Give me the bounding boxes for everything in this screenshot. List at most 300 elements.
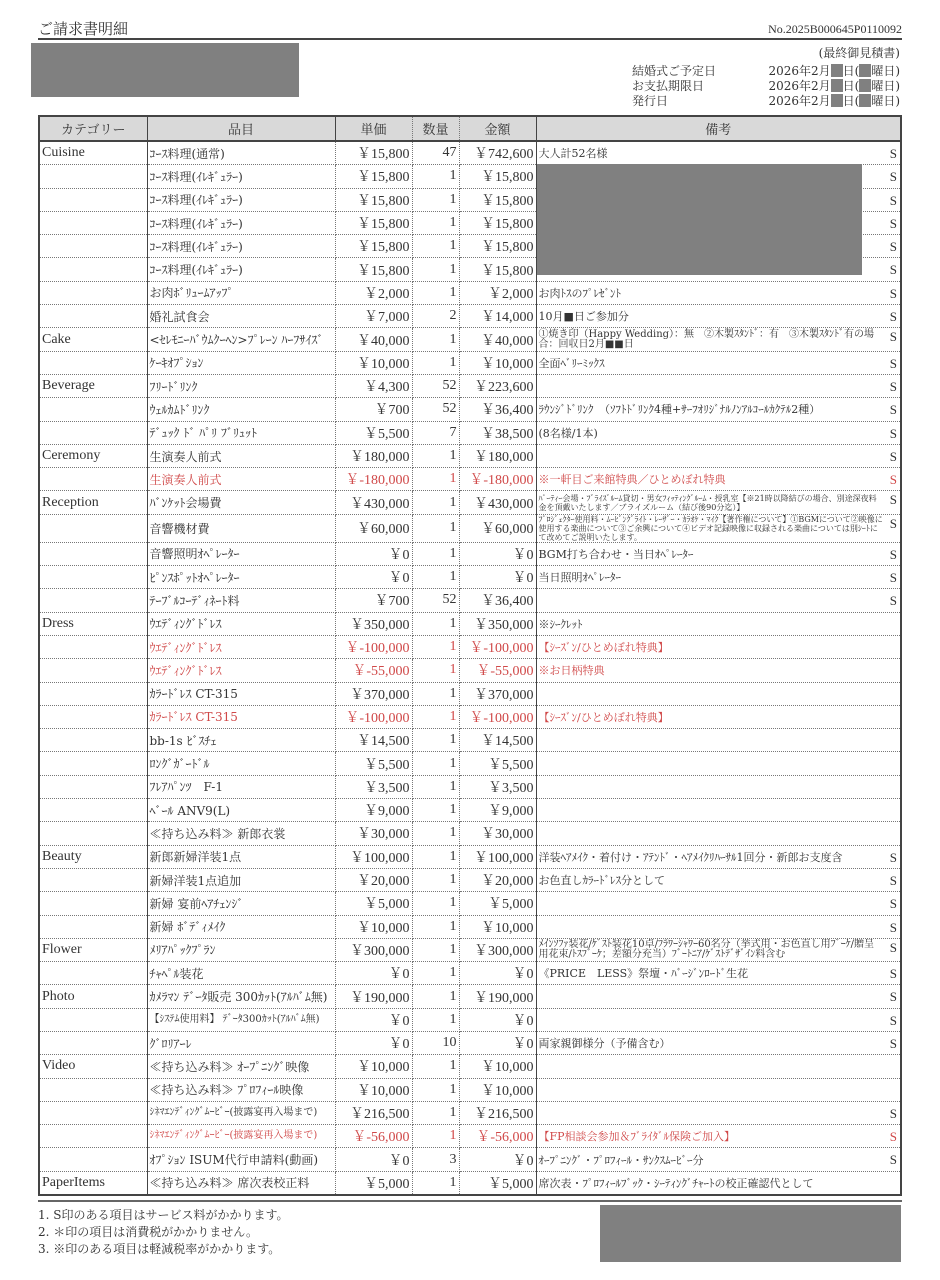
service-charge-mark: S bbox=[889, 262, 897, 278]
item-cell-text: ﾛﾝｸﾞｶﾞｰﾄﾞﾙ bbox=[149, 757, 210, 772]
quantity-cell-text: 52 bbox=[442, 592, 457, 608]
amount-cell-text: ￥5,500 bbox=[488, 757, 534, 773]
service-charge-mark: S bbox=[889, 215, 897, 231]
quantity-cell-text: 1 bbox=[449, 965, 457, 981]
quantity-cell bbox=[412, 822, 459, 845]
amount-cell bbox=[459, 822, 536, 845]
notes-cell-text: 大人計52名様 bbox=[538, 147, 608, 161]
unit-price-cell-text: ￥5,000 bbox=[364, 897, 410, 913]
item-cell bbox=[147, 351, 335, 374]
unit-price-cell bbox=[335, 985, 412, 1008]
service-charge-mark: S bbox=[889, 1035, 897, 1051]
amount-cell bbox=[459, 938, 536, 961]
category-cell bbox=[39, 491, 147, 514]
amount-cell bbox=[459, 514, 536, 542]
category-cell bbox=[39, 915, 147, 938]
quantity-cell bbox=[412, 775, 459, 798]
item-cell-text: お肉ﾎﾞﾘｭｰﾑｱｯﾌﾟ bbox=[149, 286, 234, 301]
table-row bbox=[39, 938, 901, 961]
service-charge-mark: S bbox=[889, 849, 897, 865]
unit-price-cell-text: ￥10,000 bbox=[357, 1060, 410, 1076]
unit-price-cell bbox=[335, 775, 412, 798]
item-cell bbox=[147, 398, 335, 421]
category-cell bbox=[39, 1101, 147, 1124]
quantity-cell-text: 1 bbox=[449, 778, 457, 794]
amount-cell bbox=[459, 1055, 536, 1078]
date-row-issued bbox=[632, 94, 900, 109]
date-prefix: 2026年2月 bbox=[768, 94, 831, 108]
quantity-cell bbox=[412, 398, 459, 421]
quantity-cell-text: 1 bbox=[449, 168, 457, 184]
item-cell bbox=[147, 542, 335, 565]
notes-cell-text: ﾌﾟﾛｼﾞｪｸﾀｰ使用料・ﾑｰﾋﾞﾝｸﾞﾗｲﾄ・ﾚｰｻﾞｰ・ｶﾗｵｹ・ﾏｲｸ【著作権について】①BGMについて②映像に使用する楽曲について③ご余興について④ビデオ記録映像に収録される楽曲については別ｼｰﾄにて改めてご説明いたします。 bbox=[538, 514, 883, 542]
category-cell bbox=[39, 188, 147, 211]
redacted-weekday bbox=[859, 94, 871, 107]
item-cell-text: ﾌﾚｱﾊﾟﾝﾂ F-1 bbox=[149, 780, 223, 795]
amount-cell-text: ￥15,800 bbox=[481, 263, 534, 279]
date-label: お支払期限日 bbox=[632, 79, 705, 93]
category-cell bbox=[39, 729, 147, 752]
quantity-cell bbox=[412, 374, 459, 397]
category-cell bbox=[39, 328, 147, 351]
service-charge-mark: S bbox=[889, 546, 897, 562]
service-charge-mark: S bbox=[889, 472, 897, 488]
notes-cell-text: 【ｼｰｽﾞﾝ/ひとめぼれ特典】 bbox=[538, 641, 669, 655]
notes-cell bbox=[536, 612, 901, 635]
redacted-day bbox=[831, 79, 843, 92]
quantity-cell bbox=[412, 258, 459, 281]
amount-cell bbox=[459, 468, 536, 491]
footnote: 3. ※印のある項目は軽減税率がかかります。 bbox=[38, 1242, 281, 1256]
quantity-cell-text: 1 bbox=[449, 261, 457, 277]
date-week-suffix: 曜日) bbox=[871, 64, 900, 78]
date-block bbox=[632, 64, 900, 109]
item-cell-text: ｺｰｽ料理(ｲﾚｷﾞｭﾗｰ) bbox=[149, 193, 243, 208]
notes-cell bbox=[536, 1125, 901, 1148]
quantity-cell bbox=[412, 752, 459, 775]
category-cell bbox=[39, 374, 147, 397]
item-cell-text: bb-1s ﾋﾞｽﾁｪ bbox=[149, 733, 217, 748]
notes-cell bbox=[536, 328, 901, 351]
amount-cell bbox=[459, 374, 536, 397]
item-cell bbox=[147, 962, 335, 985]
unit-price-cell-text: ￥180,000 bbox=[350, 450, 410, 465]
quantity-cell bbox=[412, 141, 459, 165]
quantity-cell-text: 1 bbox=[449, 755, 457, 771]
quantity-cell bbox=[412, 1171, 459, 1195]
category-cell bbox=[39, 211, 147, 234]
amount-cell-text: ￥20,000 bbox=[481, 874, 534, 890]
notes-cell bbox=[536, 351, 901, 374]
item-cell-text: ｶﾗｰﾄﾞﾚｽ CT-315 bbox=[149, 710, 238, 725]
table-row bbox=[39, 566, 901, 589]
col-unit-price: 単価 bbox=[335, 116, 412, 141]
unit-price-cell-text: ￥5,500 bbox=[364, 757, 410, 773]
notes-cell bbox=[536, 421, 901, 444]
unit-price-cell bbox=[335, 514, 412, 542]
item-cell-text: ≪持ち込み料≫ 席次表校正料 bbox=[149, 1176, 310, 1191]
category-cell bbox=[39, 892, 147, 915]
table-row bbox=[39, 542, 901, 565]
table-row bbox=[39, 729, 901, 752]
amount-cell-text: ￥5,000 bbox=[488, 1176, 534, 1192]
item-cell-text: ｳｪﾙｶﾑﾄﾞﾘﾝｸ bbox=[149, 402, 210, 417]
quantity-cell-text: 1 bbox=[449, 872, 457, 888]
unit-price-cell bbox=[335, 589, 412, 612]
notes-cell bbox=[536, 1078, 901, 1101]
item-cell-text: ｹｰｷｵﾌﾟｼｮﾝ bbox=[149, 356, 204, 371]
item-cell bbox=[147, 491, 335, 514]
unit-price-cell-text: ￥370,000 bbox=[350, 687, 410, 703]
quantity-cell-text: 1 bbox=[449, 471, 457, 487]
quantity-cell-text: 1 bbox=[449, 895, 457, 911]
notes-cell-text: 当日照明ｵﾍﾟﾚｰﾀｰ bbox=[538, 571, 621, 585]
item-cell bbox=[147, 1101, 335, 1124]
unit-price-cell-text: ￥10,000 bbox=[357, 1083, 410, 1099]
category-cell bbox=[39, 659, 147, 682]
unit-price-cell-text: ￥0 bbox=[388, 547, 410, 563]
unit-price-cell bbox=[335, 235, 412, 258]
quantity-cell-text: 1 bbox=[449, 354, 457, 370]
date-day-suffix: 日( bbox=[842, 79, 860, 93]
unit-price-cell bbox=[335, 165, 412, 188]
item-cell bbox=[147, 892, 335, 915]
category-cell bbox=[39, 141, 147, 165]
item-cell bbox=[147, 775, 335, 798]
amount-cell-text: ￥5,000 bbox=[488, 897, 534, 913]
amount-cell bbox=[459, 1008, 536, 1031]
item-cell-text: ｸﾞﾛﾘｱｰﾚ bbox=[149, 1036, 192, 1051]
amount-cell bbox=[459, 421, 536, 444]
notes-cell-text: 全面ﾍﾞﾘｰﾐｯｸｽ bbox=[538, 356, 605, 370]
item-cell bbox=[147, 589, 335, 612]
quantity-cell-text: 1 bbox=[449, 848, 457, 864]
item-cell-text: ﾊﾞﾝｹｯﾄ会場費 bbox=[149, 496, 222, 511]
table-row bbox=[39, 328, 901, 351]
unit-price-cell-text: ￥700 bbox=[374, 403, 410, 419]
table-row bbox=[39, 962, 901, 985]
notes-cell-text: ①焼き印（Happy Wedding）：無 ②木製ｽﾀﾝﾄﾞ：有 ③木製ｽﾀﾝﾄﾞ有の場合：回収日2月■■日 bbox=[538, 328, 875, 350]
notes-cell-text: お肉ﾄｽのﾌﾟﾚｾﾞﾝﾄ bbox=[538, 286, 621, 300]
amount-cell-text: ￥60,000 bbox=[481, 522, 534, 538]
item-cell bbox=[147, 938, 335, 961]
amount-cell-text: ￥9,000 bbox=[488, 804, 534, 820]
unit-price-cell bbox=[335, 729, 412, 752]
unit-price-cell bbox=[335, 188, 412, 211]
quantity-cell bbox=[412, 514, 459, 542]
item-cell bbox=[147, 281, 335, 304]
quantity-cell-text: 1 bbox=[449, 448, 457, 463]
quantity-cell bbox=[412, 705, 459, 728]
quantity-cell-text: 1 bbox=[449, 918, 457, 934]
amount-cell-text: ￥36,400 bbox=[481, 594, 534, 610]
notes-cell bbox=[536, 305, 901, 328]
unit-price-cell-text: ￥9,000 bbox=[364, 804, 410, 820]
item-cell bbox=[147, 1171, 335, 1195]
notes-cell-text: (8名様/1本) bbox=[538, 426, 598, 440]
amount-cell bbox=[459, 188, 536, 211]
notes-cell-text: 洋装ﾍｱﾒｲｸ・着付け・ｱﾃﾝﾄﾞ・ﾍｱﾒｲｸﾘﾊｰｻﾙ1回分・新郎お支度含 bbox=[538, 850, 843, 864]
table-row bbox=[39, 468, 901, 491]
category-cell bbox=[39, 258, 147, 281]
category-cell bbox=[39, 845, 147, 868]
amount-cell bbox=[459, 705, 536, 728]
service-charge-mark: S bbox=[889, 355, 897, 371]
service-charge-mark: S bbox=[889, 919, 897, 935]
category-cell bbox=[39, 1125, 147, 1148]
amount-cell-text: ￥0 bbox=[512, 967, 534, 983]
quantity-cell-text: 1 bbox=[449, 238, 457, 254]
service-charge-mark: S bbox=[889, 448, 897, 464]
quantity-cell bbox=[412, 165, 459, 188]
redacted-day bbox=[831, 94, 843, 107]
unit-price-cell-text: ￥10,000 bbox=[357, 920, 410, 936]
category-cell bbox=[39, 705, 147, 728]
quantity-cell-text: 52 bbox=[442, 378, 457, 394]
service-charge-mark: S bbox=[889, 239, 897, 255]
redacted-recipient bbox=[31, 43, 299, 97]
table-row bbox=[39, 491, 901, 514]
service-charge-mark: S bbox=[889, 169, 897, 185]
amount-cell bbox=[459, 235, 536, 258]
quantity-cell bbox=[412, 1148, 459, 1171]
category-cell bbox=[39, 235, 147, 258]
item-cell-text: 新婦 ﾎﾞﾃﾞｨﾒｲｸ bbox=[149, 920, 226, 935]
notes-cell bbox=[536, 141, 901, 165]
unit-price-cell bbox=[335, 868, 412, 891]
unit-price-cell-text: ￥0 bbox=[388, 571, 410, 587]
amount-cell-text: ￥3,500 bbox=[488, 780, 534, 796]
amount-cell bbox=[459, 1101, 536, 1124]
unit-price-cell bbox=[335, 1125, 412, 1148]
amount-cell bbox=[459, 351, 536, 374]
date-label: 発行日 bbox=[632, 94, 669, 108]
amount-cell bbox=[459, 1171, 536, 1195]
category-cell-text: Cake bbox=[42, 331, 71, 347]
category-cell bbox=[39, 938, 147, 961]
category-cell-text: Dress bbox=[42, 615, 74, 631]
amount-cell-text: ￥216,500 bbox=[474, 1107, 534, 1123]
category-cell bbox=[39, 566, 147, 589]
quantity-cell-text: 1 bbox=[449, 708, 457, 724]
item-cell-text: ﾌﾘｰﾄﾞﾘﾝｸ bbox=[149, 379, 198, 394]
item-cell-text: ｺｰｽ料理(ｲﾚｷﾞｭﾗｰ) bbox=[149, 216, 243, 231]
service-charge-mark: S bbox=[889, 378, 897, 394]
service-charge-mark: S bbox=[889, 1129, 897, 1145]
item-cell-text: 新婦 宴前ﾍｱﾁｪﾝｼﾞ bbox=[149, 896, 244, 911]
quantity-cell bbox=[412, 1101, 459, 1124]
notes-cell bbox=[536, 281, 901, 304]
redacted-notes bbox=[537, 164, 862, 275]
notes-cell-text: ﾗｳﾝｼﾞﾄﾞﾘﾝｸ （ｿﾌﾄﾄﾞﾘﾝｸ4種+ｻｰﾌｵﾘｼﾞﾅﾙﾉﾝｱﾙｺｰﾙｶｸﾃﾙ2種） bbox=[538, 403, 821, 417]
quantity-cell-text: 3 bbox=[449, 1151, 457, 1167]
quantity-cell-text: 1 bbox=[449, 639, 457, 655]
redacted-stamp-area bbox=[600, 1205, 901, 1262]
unit-price-cell-text: ￥15,800 bbox=[357, 170, 410, 186]
table-row bbox=[39, 799, 901, 822]
col-quantity: 数量 bbox=[412, 116, 459, 141]
unit-price-cell bbox=[335, 351, 412, 374]
quantity-cell-text: 1 bbox=[449, 685, 457, 701]
amount-cell bbox=[459, 612, 536, 635]
amount-cell-text: ￥300,000 bbox=[474, 943, 534, 959]
quantity-cell bbox=[412, 682, 459, 705]
unit-price-cell-text: ￥430,000 bbox=[350, 496, 410, 512]
item-cell bbox=[147, 845, 335, 868]
unit-price-cell-text: ￥0 bbox=[388, 1153, 410, 1169]
quantity-cell-text: 1 bbox=[449, 494, 457, 510]
item-cell-text: ｳｴﾃﾞｨﾝｸﾞﾄﾞﾚｽ bbox=[149, 617, 222, 632]
unit-price-cell bbox=[335, 328, 412, 351]
quantity-cell-text: 1 bbox=[449, 732, 457, 748]
amount-cell-text: ￥-55,000 bbox=[476, 664, 534, 680]
unit-price-cell bbox=[335, 1031, 412, 1054]
service-charge-mark: S bbox=[889, 593, 897, 609]
amount-cell bbox=[459, 1031, 536, 1054]
item-cell bbox=[147, 822, 335, 845]
item-cell bbox=[147, 682, 335, 705]
title-divider bbox=[38, 38, 902, 40]
table-row bbox=[39, 635, 901, 658]
quantity-cell-text: 1 bbox=[449, 284, 457, 300]
table-row bbox=[39, 421, 901, 444]
item-cell bbox=[147, 1031, 335, 1054]
unit-price-cell-text: ￥5,500 bbox=[364, 426, 410, 442]
category-cell bbox=[39, 542, 147, 565]
category-cell bbox=[39, 985, 147, 1008]
amount-cell bbox=[459, 845, 536, 868]
table-row bbox=[39, 1078, 901, 1101]
amount-cell bbox=[459, 328, 536, 351]
service-charge-mark: S bbox=[889, 989, 897, 1005]
quantity-cell bbox=[412, 985, 459, 1008]
amount-cell-text: ￥350,000 bbox=[474, 617, 534, 633]
category-cell bbox=[39, 822, 147, 845]
item-cell-text: ｶﾒﾗﾏﾝ ﾃﾞｰﾀ販売 300ｶｯﾄ(ｱﾙﾊﾞﾑ無) bbox=[149, 990, 328, 1005]
item-cell bbox=[147, 752, 335, 775]
quantity-cell-text: 1 bbox=[449, 825, 457, 841]
quantity-cell bbox=[412, 915, 459, 938]
notes-cell bbox=[536, 1148, 901, 1171]
unit-price-cell-text: ￥0 bbox=[388, 1013, 410, 1029]
amount-cell bbox=[459, 799, 536, 822]
amount-cell bbox=[459, 566, 536, 589]
table-row bbox=[39, 915, 901, 938]
amount-cell-text: ￥0 bbox=[512, 1013, 534, 1029]
col-amount: 金額 bbox=[459, 116, 536, 141]
notes-cell bbox=[536, 491, 901, 514]
amount-cell bbox=[459, 868, 536, 891]
notes-cell-text: 両家親御様分（予備含む） bbox=[538, 1037, 671, 1051]
category-cell bbox=[39, 281, 147, 304]
amount-cell-text: ￥2,000 bbox=[488, 286, 534, 302]
document-kind: (最終御見積書) bbox=[818, 46, 900, 60]
notes-cell bbox=[536, 845, 901, 868]
quantity-cell bbox=[412, 799, 459, 822]
notes-cell-text: お色直しｶﾗｰﾄﾞﾚｽ分として bbox=[538, 874, 665, 888]
table-row bbox=[39, 1148, 901, 1171]
table-row bbox=[39, 775, 901, 798]
category-cell bbox=[39, 589, 147, 612]
item-cell bbox=[147, 985, 335, 1008]
quantity-cell bbox=[412, 868, 459, 891]
service-charge-mark: S bbox=[889, 1012, 897, 1028]
quantity-cell-text: 1 bbox=[449, 988, 457, 1004]
amount-cell-text: ￥10,000 bbox=[481, 356, 534, 372]
table-row bbox=[39, 612, 901, 635]
amount-cell bbox=[459, 542, 536, 565]
category-cell-text: Cuisine bbox=[42, 145, 85, 161]
table-row bbox=[39, 398, 901, 421]
item-cell-text: ｼﾈﾏｴﾝﾃﾞｨﾝｸﾞﾑｰﾋﾞｰ(披露宴再入場まで) bbox=[149, 1107, 318, 1119]
item-cell bbox=[147, 328, 335, 351]
table-row bbox=[39, 514, 901, 542]
quantity-cell bbox=[412, 305, 459, 328]
item-cell-text: ≪持ち込み料≫ ﾌﾟﾛﾌｨｰﾙ映像 bbox=[149, 1083, 304, 1098]
notes-cell-text: ※ｼｰｸﾚｯﾄ bbox=[538, 617, 583, 631]
quantity-cell bbox=[412, 491, 459, 514]
amount-cell-text: ￥0 bbox=[512, 547, 534, 563]
redacted-weekday bbox=[859, 64, 871, 77]
category-cell bbox=[39, 444, 147, 467]
item-cell-text: ｼﾈﾏｴﾝﾃﾞｨﾝｸﾞﾑｰﾋﾞｰ(披露宴再入場まで) bbox=[149, 1130, 318, 1142]
amount-cell-text: ￥36,400 bbox=[481, 403, 534, 419]
unit-price-cell bbox=[335, 258, 412, 281]
service-charge-mark: S bbox=[889, 570, 897, 586]
amount-cell-text: ￥15,800 bbox=[481, 217, 534, 233]
quantity-cell bbox=[412, 444, 459, 467]
amount-cell-text: ￥742,600 bbox=[474, 147, 534, 163]
unit-price-cell bbox=[335, 635, 412, 658]
quantity-cell-text: 1 bbox=[449, 1081, 457, 1097]
document-number: No.2025B000645P0110092 bbox=[768, 22, 902, 36]
unit-price-cell bbox=[335, 444, 412, 467]
date-week-suffix: 曜日) bbox=[871, 79, 900, 93]
amount-cell-text: ￥15,800 bbox=[481, 240, 534, 256]
notes-cell-text: ※一軒目ご来館特典／ひとめぼれ特典 bbox=[538, 473, 726, 487]
item-cell-text: ｺｰｽ料理(通常) bbox=[149, 146, 225, 161]
notes-cell bbox=[536, 589, 901, 612]
quantity-cell bbox=[412, 962, 459, 985]
item-cell bbox=[147, 235, 335, 258]
category-cell bbox=[39, 165, 147, 188]
item-cell bbox=[147, 705, 335, 728]
category-cell bbox=[39, 962, 147, 985]
quantity-cell-text: 1 bbox=[449, 191, 457, 207]
quantity-cell bbox=[412, 589, 459, 612]
category-cell-text: Flower bbox=[42, 941, 82, 957]
amount-cell-text: ￥40,000 bbox=[481, 333, 534, 349]
service-charge-mark: S bbox=[889, 425, 897, 441]
category-cell bbox=[39, 1031, 147, 1054]
unit-price-cell bbox=[335, 421, 412, 444]
notes-cell-text: 《PRICE LESS》祭壇・ﾊﾞｰｼﾞﾝﾛｰﾄﾞ生花 bbox=[538, 967, 749, 981]
amount-cell-text: ￥190,000 bbox=[474, 990, 534, 1006]
amount-cell-text: ￥100,000 bbox=[474, 850, 534, 866]
notes-cell bbox=[536, 775, 901, 798]
unit-price-cell-text: ￥2,000 bbox=[364, 286, 410, 302]
unit-price-cell-text: ￥4,300 bbox=[364, 380, 410, 396]
amount-cell bbox=[459, 1125, 536, 1148]
category-cell-text: Reception bbox=[42, 494, 99, 510]
notes-cell bbox=[536, 752, 901, 775]
unit-price-cell bbox=[335, 612, 412, 635]
service-charge-mark: S bbox=[889, 966, 897, 982]
unit-price-cell-text: ￥14,500 bbox=[357, 734, 410, 750]
table-row bbox=[39, 141, 901, 165]
amount-cell-text: ￥14,000 bbox=[481, 310, 534, 326]
item-cell bbox=[147, 729, 335, 752]
